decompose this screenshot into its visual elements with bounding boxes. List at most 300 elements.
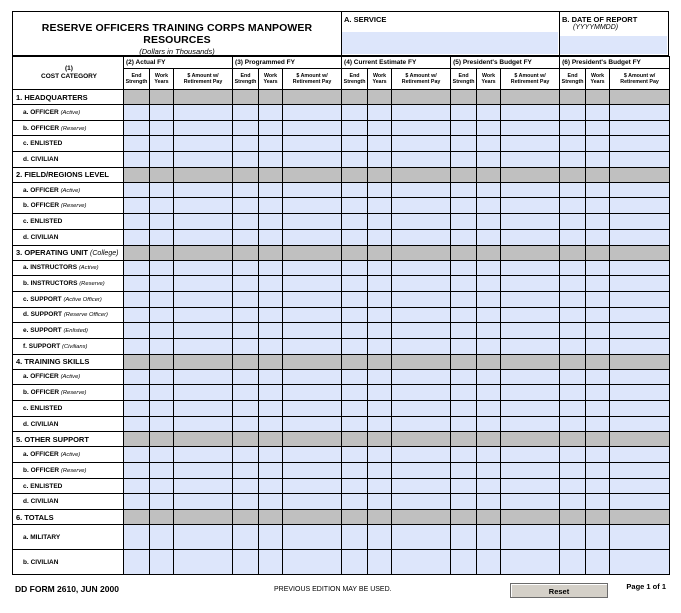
data-entry-cell[interactable] <box>174 307 233 323</box>
data-entry-cell[interactable] <box>560 369 586 385</box>
data-entry-cell[interactable] <box>610 120 670 136</box>
data-entry-cell[interactable] <box>610 214 670 230</box>
data-entry-cell[interactable] <box>233 401 259 417</box>
data-entry-cell[interactable] <box>610 494 670 510</box>
data-entry-cell[interactable] <box>174 260 233 276</box>
data-entry-cell[interactable] <box>392 120 451 136</box>
data-entry-cell[interactable] <box>342 550 368 575</box>
data-entry-cell[interactable] <box>342 276 368 292</box>
data-entry-cell[interactable] <box>610 198 670 214</box>
data-entry-cell[interactable] <box>610 338 670 354</box>
data-entry-cell[interactable] <box>368 136 392 152</box>
data-entry-cell[interactable] <box>392 416 451 432</box>
data-entry-cell[interactable] <box>501 494 560 510</box>
data-entry-cell[interactable] <box>477 401 501 417</box>
data-entry-cell[interactable] <box>342 105 368 121</box>
data-entry-cell[interactable] <box>501 416 560 432</box>
data-entry-cell[interactable] <box>560 494 586 510</box>
data-entry-cell[interactable] <box>124 463 150 479</box>
data-entry-cell[interactable] <box>283 494 342 510</box>
data-entry-cell[interactable] <box>259 291 283 307</box>
data-entry-cell[interactable] <box>586 463 610 479</box>
data-entry-cell[interactable] <box>283 550 342 575</box>
data-entry-cell[interactable] <box>174 323 233 339</box>
data-entry-cell[interactable] <box>560 401 586 417</box>
data-entry-cell[interactable] <box>174 182 233 198</box>
data-entry-cell[interactable] <box>233 120 259 136</box>
data-entry-cell[interactable] <box>259 416 283 432</box>
data-entry-cell[interactable] <box>560 550 586 575</box>
data-entry-cell[interactable] <box>392 550 451 575</box>
data-entry-cell[interactable] <box>560 463 586 479</box>
data-entry-cell[interactable] <box>124 105 150 121</box>
data-entry-cell[interactable] <box>477 550 501 575</box>
data-entry-cell[interactable] <box>150 525 174 550</box>
data-entry-cell[interactable] <box>342 447 368 463</box>
data-entry-cell[interactable] <box>259 385 283 401</box>
data-entry-cell[interactable] <box>233 338 259 354</box>
data-entry-cell[interactable] <box>451 550 477 575</box>
data-entry-cell[interactable] <box>560 152 586 168</box>
data-entry-cell[interactable] <box>124 152 150 168</box>
data-entry-cell[interactable] <box>259 105 283 121</box>
data-entry-cell[interactable] <box>392 525 451 550</box>
data-entry-cell[interactable] <box>586 260 610 276</box>
data-entry-cell[interactable] <box>610 369 670 385</box>
data-entry-cell[interactable] <box>174 152 233 168</box>
data-entry-cell[interactable] <box>501 182 560 198</box>
data-entry-cell[interactable] <box>124 229 150 245</box>
data-entry-cell[interactable] <box>174 369 233 385</box>
data-entry-cell[interactable] <box>610 105 670 121</box>
data-entry-cell[interactable] <box>501 463 560 479</box>
data-entry-cell[interactable] <box>586 307 610 323</box>
data-entry-cell[interactable] <box>368 369 392 385</box>
data-entry-cell[interactable] <box>233 447 259 463</box>
data-entry-cell[interactable] <box>259 198 283 214</box>
data-entry-cell[interactable] <box>477 276 501 292</box>
data-entry-cell[interactable] <box>477 416 501 432</box>
data-entry-cell[interactable] <box>342 401 368 417</box>
data-entry-cell[interactable] <box>560 291 586 307</box>
data-entry-cell[interactable] <box>560 229 586 245</box>
data-entry-cell[interactable] <box>124 291 150 307</box>
data-entry-cell[interactable] <box>150 550 174 575</box>
data-entry-cell[interactable] <box>392 401 451 417</box>
data-entry-cell[interactable] <box>586 120 610 136</box>
data-entry-cell[interactable] <box>501 525 560 550</box>
data-entry-cell[interactable] <box>586 369 610 385</box>
data-entry-cell[interactable] <box>560 120 586 136</box>
data-entry-cell[interactable] <box>283 401 342 417</box>
data-entry-cell[interactable] <box>392 291 451 307</box>
data-entry-cell[interactable] <box>259 136 283 152</box>
data-entry-cell[interactable] <box>368 105 392 121</box>
data-entry-cell[interactable] <box>174 478 233 494</box>
data-entry-cell[interactable] <box>586 525 610 550</box>
data-entry-cell[interactable] <box>259 229 283 245</box>
data-entry-cell[interactable] <box>124 120 150 136</box>
data-entry-cell[interactable] <box>501 338 560 354</box>
data-entry-cell[interactable] <box>586 323 610 339</box>
data-entry-cell[interactable] <box>392 338 451 354</box>
data-entry-cell[interactable] <box>233 550 259 575</box>
data-entry-cell[interactable] <box>174 463 233 479</box>
data-entry-cell[interactable] <box>501 401 560 417</box>
data-entry-cell[interactable] <box>610 229 670 245</box>
data-entry-cell[interactable] <box>451 338 477 354</box>
data-entry-cell[interactable] <box>610 447 670 463</box>
data-entry-cell[interactable] <box>477 198 501 214</box>
data-entry-cell[interactable] <box>233 105 259 121</box>
data-entry-cell[interactable] <box>501 447 560 463</box>
data-entry-cell[interactable] <box>610 478 670 494</box>
data-entry-cell[interactable] <box>477 369 501 385</box>
data-entry-cell[interactable] <box>451 307 477 323</box>
data-entry-cell[interactable] <box>124 447 150 463</box>
data-entry-cell[interactable] <box>150 323 174 339</box>
data-entry-cell[interactable] <box>174 120 233 136</box>
data-entry-cell[interactable] <box>477 120 501 136</box>
data-entry-cell[interactable] <box>342 136 368 152</box>
data-entry-cell[interactable] <box>586 494 610 510</box>
data-entry-cell[interactable] <box>283 105 342 121</box>
data-entry-cell[interactable] <box>124 198 150 214</box>
data-entry-cell[interactable] <box>233 152 259 168</box>
data-entry-cell[interactable] <box>477 152 501 168</box>
data-entry-cell[interactable] <box>501 550 560 575</box>
data-entry-cell[interactable] <box>501 478 560 494</box>
data-entry-cell[interactable] <box>342 260 368 276</box>
data-entry-cell[interactable] <box>368 120 392 136</box>
data-entry-cell[interactable] <box>392 182 451 198</box>
data-entry-cell[interactable] <box>174 385 233 401</box>
data-entry-cell[interactable] <box>610 525 670 550</box>
data-entry-cell[interactable] <box>283 229 342 245</box>
data-entry-cell[interactable] <box>451 214 477 230</box>
data-entry-cell[interactable] <box>392 105 451 121</box>
data-entry-cell[interactable] <box>560 276 586 292</box>
data-entry-cell[interactable] <box>451 152 477 168</box>
data-entry-cell[interactable] <box>150 463 174 479</box>
data-entry-cell[interactable] <box>368 525 392 550</box>
data-entry-cell[interactable] <box>451 229 477 245</box>
data-entry-cell[interactable] <box>150 447 174 463</box>
data-entry-cell[interactable] <box>150 229 174 245</box>
data-entry-cell[interactable] <box>124 307 150 323</box>
data-entry-cell[interactable] <box>477 229 501 245</box>
data-entry-cell[interactable] <box>501 291 560 307</box>
data-entry-cell[interactable] <box>501 229 560 245</box>
data-entry-cell[interactable] <box>150 182 174 198</box>
data-entry-cell[interactable] <box>283 385 342 401</box>
data-entry-cell[interactable] <box>560 105 586 121</box>
data-entry-cell[interactable] <box>368 307 392 323</box>
data-entry-cell[interactable] <box>283 260 342 276</box>
data-entry-cell[interactable] <box>560 478 586 494</box>
data-entry-cell[interactable] <box>283 323 342 339</box>
data-entry-cell[interactable] <box>259 323 283 339</box>
data-entry-cell[interactable] <box>392 198 451 214</box>
data-entry-cell[interactable] <box>610 550 670 575</box>
data-entry-cell[interactable] <box>124 416 150 432</box>
data-entry-cell[interactable] <box>342 182 368 198</box>
data-entry-cell[interactable] <box>259 276 283 292</box>
data-entry-cell[interactable] <box>124 369 150 385</box>
data-entry-cell[interactable] <box>586 338 610 354</box>
data-entry-cell[interactable] <box>283 182 342 198</box>
data-entry-cell[interactable] <box>342 338 368 354</box>
data-entry-cell[interactable] <box>392 494 451 510</box>
data-entry-cell[interactable] <box>283 214 342 230</box>
data-entry-cell[interactable] <box>477 323 501 339</box>
data-entry-cell[interactable] <box>342 463 368 479</box>
data-entry-cell[interactable] <box>233 291 259 307</box>
data-entry-cell[interactable] <box>259 525 283 550</box>
data-entry-cell[interactable] <box>586 401 610 417</box>
data-entry-cell[interactable] <box>610 136 670 152</box>
data-entry-cell[interactable] <box>233 323 259 339</box>
data-entry-cell[interactable] <box>283 291 342 307</box>
data-entry-cell[interactable] <box>451 416 477 432</box>
data-entry-cell[interactable] <box>259 494 283 510</box>
data-entry-cell[interactable] <box>392 260 451 276</box>
data-entry-cell[interactable] <box>150 120 174 136</box>
data-entry-cell[interactable] <box>233 276 259 292</box>
data-entry-cell[interactable] <box>124 401 150 417</box>
data-entry-cell[interactable] <box>451 369 477 385</box>
data-entry-cell[interactable] <box>124 323 150 339</box>
data-entry-cell[interactable] <box>124 182 150 198</box>
data-entry-cell[interactable] <box>174 447 233 463</box>
data-entry-cell[interactable] <box>174 550 233 575</box>
data-entry-cell[interactable] <box>233 214 259 230</box>
data-entry-cell[interactable] <box>283 136 342 152</box>
data-entry-cell[interactable] <box>124 494 150 510</box>
data-entry-cell[interactable] <box>610 401 670 417</box>
data-entry-cell[interactable] <box>451 385 477 401</box>
data-entry-cell[interactable] <box>174 214 233 230</box>
data-entry-cell[interactable] <box>283 447 342 463</box>
data-entry-cell[interactable] <box>342 416 368 432</box>
data-entry-cell[interactable] <box>368 182 392 198</box>
data-entry-cell[interactable] <box>451 401 477 417</box>
data-entry-cell[interactable] <box>477 136 501 152</box>
data-entry-cell[interactable] <box>150 260 174 276</box>
data-entry-cell[interactable] <box>501 105 560 121</box>
data-entry-cell[interactable] <box>150 136 174 152</box>
data-entry-cell[interactable] <box>368 229 392 245</box>
data-entry-cell[interactable] <box>283 463 342 479</box>
data-entry-cell[interactable] <box>259 307 283 323</box>
data-entry-cell[interactable] <box>150 291 174 307</box>
reset-button[interactable]: Reset <box>510 583 608 598</box>
data-entry-cell[interactable] <box>560 136 586 152</box>
service-input[interactable] <box>342 32 558 54</box>
data-entry-cell[interactable] <box>233 494 259 510</box>
data-entry-cell[interactable] <box>342 369 368 385</box>
data-entry-cell[interactable] <box>233 369 259 385</box>
data-entry-cell[interactable] <box>150 152 174 168</box>
data-entry-cell[interactable] <box>477 338 501 354</box>
data-entry-cell[interactable] <box>477 182 501 198</box>
data-entry-cell[interactable] <box>368 276 392 292</box>
data-entry-cell[interactable] <box>560 307 586 323</box>
data-entry-cell[interactable] <box>451 323 477 339</box>
data-entry-cell[interactable] <box>283 307 342 323</box>
data-entry-cell[interactable] <box>392 463 451 479</box>
data-entry-cell[interactable] <box>477 525 501 550</box>
data-entry-cell[interactable] <box>150 307 174 323</box>
data-entry-cell[interactable] <box>392 385 451 401</box>
data-entry-cell[interactable] <box>124 260 150 276</box>
data-entry-cell[interactable] <box>477 307 501 323</box>
data-entry-cell[interactable] <box>501 152 560 168</box>
data-entry-cell[interactable] <box>586 214 610 230</box>
data-entry-cell[interactable] <box>477 463 501 479</box>
data-entry-cell[interactable] <box>610 291 670 307</box>
data-entry-cell[interactable] <box>150 416 174 432</box>
data-entry-cell[interactable] <box>586 478 610 494</box>
data-entry-cell[interactable] <box>259 260 283 276</box>
data-entry-cell[interactable] <box>368 152 392 168</box>
data-entry-cell[interactable] <box>451 198 477 214</box>
data-entry-cell[interactable] <box>342 152 368 168</box>
data-entry-cell[interactable] <box>610 260 670 276</box>
data-entry-cell[interactable] <box>174 494 233 510</box>
data-entry-cell[interactable] <box>368 291 392 307</box>
data-entry-cell[interactable] <box>124 478 150 494</box>
data-entry-cell[interactable] <box>174 136 233 152</box>
data-entry-cell[interactable] <box>259 120 283 136</box>
data-entry-cell[interactable] <box>368 338 392 354</box>
data-entry-cell[interactable] <box>560 260 586 276</box>
data-entry-cell[interactable] <box>477 385 501 401</box>
data-entry-cell[interactable] <box>392 276 451 292</box>
data-entry-cell[interactable] <box>392 152 451 168</box>
data-entry-cell[interactable] <box>451 478 477 494</box>
data-entry-cell[interactable] <box>392 447 451 463</box>
data-entry-cell[interactable] <box>283 152 342 168</box>
data-entry-cell[interactable] <box>392 214 451 230</box>
data-entry-cell[interactable] <box>392 307 451 323</box>
data-entry-cell[interactable] <box>150 276 174 292</box>
data-entry-cell[interactable] <box>451 105 477 121</box>
data-entry-cell[interactable] <box>586 182 610 198</box>
data-entry-cell[interactable] <box>259 401 283 417</box>
data-entry-cell[interactable] <box>283 276 342 292</box>
data-entry-cell[interactable] <box>560 447 586 463</box>
data-entry-cell[interactable] <box>610 385 670 401</box>
data-entry-cell[interactable] <box>124 276 150 292</box>
data-entry-cell[interactable] <box>150 494 174 510</box>
data-entry-cell[interactable] <box>501 120 560 136</box>
data-entry-cell[interactable] <box>342 494 368 510</box>
data-entry-cell[interactable] <box>610 323 670 339</box>
data-entry-cell[interactable] <box>124 338 150 354</box>
data-entry-cell[interactable] <box>124 136 150 152</box>
data-entry-cell[interactable] <box>560 525 586 550</box>
data-entry-cell[interactable] <box>233 229 259 245</box>
data-entry-cell[interactable] <box>233 416 259 432</box>
data-entry-cell[interactable] <box>342 478 368 494</box>
data-entry-cell[interactable] <box>392 323 451 339</box>
data-entry-cell[interactable] <box>259 214 283 230</box>
data-entry-cell[interactable] <box>368 385 392 401</box>
data-entry-cell[interactable] <box>501 369 560 385</box>
data-entry-cell[interactable] <box>283 525 342 550</box>
data-entry-cell[interactable] <box>150 369 174 385</box>
data-entry-cell[interactable] <box>501 323 560 339</box>
data-entry-cell[interactable] <box>124 214 150 230</box>
data-entry-cell[interactable] <box>233 478 259 494</box>
data-entry-cell[interactable] <box>368 198 392 214</box>
data-entry-cell[interactable] <box>368 214 392 230</box>
data-entry-cell[interactable] <box>368 401 392 417</box>
data-entry-cell[interactable] <box>150 214 174 230</box>
data-entry-cell[interactable] <box>501 260 560 276</box>
data-entry-cell[interactable] <box>259 369 283 385</box>
data-entry-cell[interactable] <box>560 323 586 339</box>
data-entry-cell[interactable] <box>259 447 283 463</box>
data-entry-cell[interactable] <box>586 152 610 168</box>
data-entry-cell[interactable] <box>392 478 451 494</box>
data-entry-cell[interactable] <box>150 401 174 417</box>
data-entry-cell[interactable] <box>451 291 477 307</box>
data-entry-cell[interactable] <box>233 525 259 550</box>
data-entry-cell[interactable] <box>342 385 368 401</box>
data-entry-cell[interactable] <box>610 276 670 292</box>
data-entry-cell[interactable] <box>259 182 283 198</box>
data-entry-cell[interactable] <box>451 276 477 292</box>
data-entry-cell[interactable] <box>368 447 392 463</box>
data-entry-cell[interactable] <box>560 182 586 198</box>
data-entry-cell[interactable] <box>174 229 233 245</box>
data-entry-cell[interactable] <box>233 463 259 479</box>
data-entry-cell[interactable] <box>342 214 368 230</box>
data-entry-cell[interactable] <box>174 291 233 307</box>
data-entry-cell[interactable] <box>283 416 342 432</box>
data-entry-cell[interactable] <box>501 136 560 152</box>
data-entry-cell[interactable] <box>451 494 477 510</box>
data-entry-cell[interactable] <box>586 447 610 463</box>
data-entry-cell[interactable] <box>174 198 233 214</box>
data-entry-cell[interactable] <box>342 120 368 136</box>
data-entry-cell[interactable] <box>560 338 586 354</box>
data-entry-cell[interactable] <box>174 338 233 354</box>
data-entry-cell[interactable] <box>477 214 501 230</box>
data-entry-cell[interactable] <box>233 385 259 401</box>
data-entry-cell[interactable] <box>560 198 586 214</box>
data-entry-cell[interactable] <box>560 416 586 432</box>
data-entry-cell[interactable] <box>259 152 283 168</box>
data-entry-cell[interactable] <box>368 494 392 510</box>
data-entry-cell[interactable] <box>477 260 501 276</box>
data-entry-cell[interactable] <box>342 229 368 245</box>
data-entry-cell[interactable] <box>501 307 560 323</box>
data-entry-cell[interactable] <box>150 478 174 494</box>
data-entry-cell[interactable] <box>283 120 342 136</box>
data-entry-cell[interactable] <box>259 463 283 479</box>
data-entry-cell[interactable] <box>368 463 392 479</box>
data-entry-cell[interactable] <box>174 401 233 417</box>
data-entry-cell[interactable] <box>342 291 368 307</box>
data-entry-cell[interactable] <box>610 416 670 432</box>
data-entry-cell[interactable] <box>233 260 259 276</box>
data-entry-cell[interactable] <box>150 338 174 354</box>
data-entry-cell[interactable] <box>174 416 233 432</box>
data-entry-cell[interactable] <box>259 478 283 494</box>
